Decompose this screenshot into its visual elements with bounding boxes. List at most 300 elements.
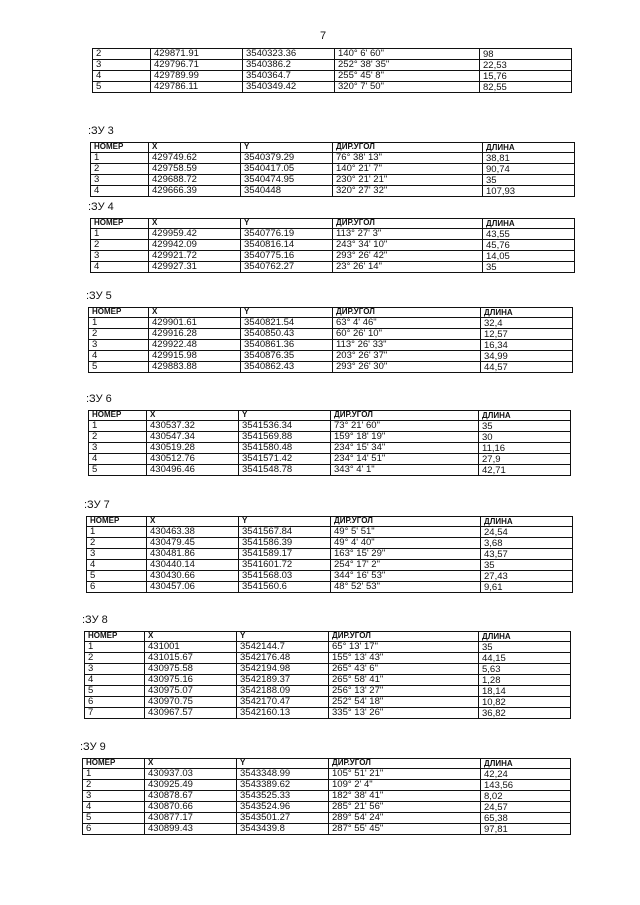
cell-y: 3543348.99	[237, 769, 329, 780]
cell-x: 429786.11	[151, 82, 243, 93]
cell-angle: 320° 7' 50"	[335, 82, 480, 93]
cell-x: 430967.57	[145, 708, 237, 719]
cell-num: 2	[93, 49, 151, 60]
cell-length: 97,81	[481, 824, 571, 835]
table-row	[91, 186, 575, 197]
cell-x: 429959.42	[149, 229, 241, 240]
section-label: :ЗУ 4	[88, 201, 114, 213]
cell-y: 3543525.33	[237, 791, 329, 802]
section-label: :ЗУ 6	[86, 393, 112, 405]
cell-length: 107,93	[483, 186, 575, 197]
table-row	[89, 362, 573, 373]
cell-num: 1	[89, 318, 149, 329]
cell-num: 3	[89, 340, 149, 351]
coordinates-table	[86, 516, 573, 593]
header-angle: ДИР.УГОЛ	[329, 759, 481, 769]
table-row	[83, 802, 571, 813]
cell-y: 3542176.48	[237, 653, 329, 664]
cell-y: 3541589.17	[239, 549, 331, 560]
table-row	[85, 653, 571, 664]
cell-x: 429688.72	[149, 175, 241, 186]
table-row	[87, 571, 573, 582]
coordinates-table	[88, 307, 573, 373]
cell-angle: 60° 26' 10"	[333, 329, 481, 340]
cell-num: 3	[91, 251, 149, 262]
cell-num: 5	[93, 82, 151, 93]
cell-x: 429883.88	[149, 362, 241, 373]
table-row	[89, 443, 571, 454]
cell-length: 5,63	[479, 664, 571, 675]
cell-length: 16,34	[481, 340, 573, 351]
cell-num: 6	[85, 697, 145, 708]
section-label: :ЗУ 9	[80, 741, 106, 753]
cell-x: 430496.46	[147, 465, 239, 476]
cell-length: 9,61	[481, 582, 573, 593]
cell-x: 430975.16	[145, 675, 237, 686]
cell-length: 22,53	[480, 60, 572, 71]
table-row	[93, 49, 572, 60]
cell-num: 7	[85, 708, 145, 719]
header-num: НОМЕР	[89, 308, 149, 318]
section-label: :ЗУ 7	[84, 499, 110, 511]
header-y: Y	[237, 759, 329, 769]
cell-angle: 49° 5' 51"	[331, 527, 481, 538]
cell-y: 3540448	[241, 186, 333, 197]
header-length: ДЛИНА	[479, 632, 571, 642]
cell-x: 431001	[145, 642, 237, 653]
cell-x: 429922.48	[149, 340, 241, 351]
header-length: ДЛИНА	[483, 143, 575, 153]
cell-num: 4	[91, 186, 149, 197]
cell-x: 430463.38	[147, 527, 239, 538]
header-y: Y	[241, 308, 333, 318]
cell-length: 10,82	[479, 697, 571, 708]
cell-angle: 344° 16' 53"	[331, 571, 481, 582]
cell-angle: 23° 26' 14"	[333, 262, 483, 273]
cell-angle: 254° 17' 2"	[331, 560, 481, 571]
cell-num: 1	[91, 229, 149, 240]
cell-num: 5	[89, 465, 147, 476]
cell-num: 2	[91, 164, 149, 175]
cell-length: 1,28	[479, 675, 571, 686]
cell-num: 4	[91, 262, 149, 273]
cell-num: 2	[87, 538, 147, 549]
cell-y: 3543501.27	[237, 813, 329, 824]
cell-x: 429901.61	[149, 318, 241, 329]
header-angle: ДИР.УГОЛ	[333, 219, 483, 229]
cell-x: 430512.76	[147, 454, 239, 465]
cell-y: 3540775.16	[241, 251, 333, 262]
coordinates-table	[90, 218, 575, 273]
table-row	[87, 560, 573, 571]
cell-y: 3542160.13	[237, 708, 329, 719]
header-angle: ДИР.УГОЛ	[331, 517, 481, 527]
table-row	[89, 329, 573, 340]
cell-angle: 182° 38' 41"	[329, 791, 481, 802]
cell-x: 430975.58	[145, 664, 237, 675]
header-num: НОМЕР	[87, 517, 147, 527]
header-x: X	[149, 308, 241, 318]
cell-x: 430537.32	[147, 421, 239, 432]
header-num: НОМЕР	[91, 143, 149, 153]
header-angle: ДИР.УГОЛ	[333, 143, 483, 153]
table-row	[85, 642, 571, 653]
table-row	[89, 421, 571, 432]
cell-length: 143,56	[481, 780, 571, 791]
cell-y: 3540776.19	[241, 229, 333, 240]
table-row	[83, 780, 571, 791]
table-header-row	[83, 759, 571, 769]
cell-y: 3540364.7	[243, 71, 335, 82]
table-row	[89, 318, 573, 329]
table-row	[85, 675, 571, 686]
cell-length: 11,16	[479, 443, 571, 454]
cell-y: 3543389.62	[237, 780, 329, 791]
cell-num: 2	[83, 780, 145, 791]
cell-length: 27,43	[481, 571, 573, 582]
cell-y: 3540862.43	[241, 362, 333, 373]
cell-length: 35	[483, 262, 575, 273]
cell-angle: 252° 54' 18"	[329, 697, 479, 708]
cell-y: 3540821.54	[241, 318, 333, 329]
cell-num: 4	[89, 454, 147, 465]
cell-length: 24,57	[481, 802, 571, 813]
cell-x: 430430.66	[147, 571, 239, 582]
cell-x: 429927.31	[149, 262, 241, 273]
header-x: X	[147, 411, 239, 421]
header-length: ДЛИНА	[481, 308, 573, 318]
cell-num: 5	[83, 813, 145, 824]
cell-num: 2	[89, 432, 147, 443]
cell-length: 90,74	[483, 164, 575, 175]
cell-length: 38,81	[483, 153, 575, 164]
cell-angle: 140° 6' 60"	[335, 49, 480, 60]
cell-length: 34,99	[481, 351, 573, 362]
cell-y: 3542189.37	[237, 675, 329, 686]
header-y: Y	[241, 219, 333, 229]
table-row	[93, 82, 572, 93]
cell-angle: 285° 21' 56"	[329, 802, 481, 813]
cell-length: 45,76	[483, 240, 575, 251]
cell-length: 36,82	[479, 708, 571, 719]
cell-length: 3,68	[481, 538, 573, 549]
cell-y: 3541601.72	[239, 560, 331, 571]
cell-length: 14,05	[483, 251, 575, 262]
cell-angle: 76° 38' 13"	[333, 153, 483, 164]
table-row	[91, 229, 575, 240]
cell-angle: 265° 43' 6"	[329, 664, 479, 675]
table-row	[85, 664, 571, 675]
cell-y: 3541560.6	[239, 582, 331, 593]
coordinates-table	[92, 48, 572, 93]
header-angle: ДИР.УГОЛ	[331, 411, 479, 421]
cell-x: 430975.07	[145, 686, 237, 697]
cell-x: 430481.86	[147, 549, 239, 560]
header-x: X	[145, 759, 237, 769]
cell-length: 27,9	[479, 454, 571, 465]
cell-num: 1	[85, 642, 145, 653]
table-row	[91, 175, 575, 186]
cell-length: 35	[479, 421, 571, 432]
section-label: :ЗУ 5	[86, 290, 112, 302]
table-row	[91, 164, 575, 175]
cell-angle: 335° 13' 26"	[329, 708, 479, 719]
cell-angle: 255° 45' 8"	[335, 71, 480, 82]
table-row	[83, 769, 571, 780]
table-row	[93, 71, 572, 82]
cell-length: 30	[479, 432, 571, 443]
cell-x: 430547.34	[147, 432, 239, 443]
table-row	[89, 432, 571, 443]
table-row	[83, 791, 571, 802]
cell-y: 3540762.27	[241, 262, 333, 273]
cell-num: 2	[89, 329, 149, 340]
cell-num: 3	[83, 791, 145, 802]
table-row	[93, 60, 572, 71]
cell-x: 429921.72	[149, 251, 241, 262]
table-row	[87, 527, 573, 538]
cell-length: 32,4	[481, 318, 573, 329]
cell-num: 2	[85, 653, 145, 664]
cell-angle: 256° 13' 27"	[329, 686, 479, 697]
coordinates-table	[82, 758, 571, 835]
table-row	[89, 340, 573, 351]
header-num: НОМЕР	[85, 632, 145, 642]
header-num: НОМЕР	[83, 759, 145, 769]
cell-y: 3541567.84	[239, 527, 331, 538]
page-number: 7	[320, 30, 327, 42]
cell-y: 3543439.8	[237, 824, 329, 835]
cell-angle: 293° 26' 42"	[333, 251, 483, 262]
section-label: :ЗУ 3	[88, 125, 114, 137]
cell-y: 3540474.95	[241, 175, 333, 186]
cell-num: 6	[83, 824, 145, 835]
cell-num: 1	[91, 153, 149, 164]
cell-length: 43,55	[483, 229, 575, 240]
cell-num: 1	[83, 769, 145, 780]
coordinates-table	[90, 142, 575, 197]
coordinates-table	[84, 631, 571, 719]
cell-length: 15,76	[480, 71, 572, 82]
table-header-row	[89, 308, 573, 318]
cell-num: 3	[91, 175, 149, 186]
header-length: ДЛИНА	[481, 759, 571, 769]
table-row	[83, 813, 571, 824]
cell-x: 429789.99	[151, 71, 243, 82]
cell-length: 82,55	[480, 82, 572, 93]
header-x: X	[149, 219, 241, 229]
cell-y: 3540417.05	[241, 164, 333, 175]
table-row	[91, 240, 575, 251]
cell-num: 5	[87, 571, 147, 582]
table-row	[89, 351, 573, 362]
cell-x: 429942.09	[149, 240, 241, 251]
cell-num: 4	[85, 675, 145, 686]
table-header-row	[89, 411, 571, 421]
header-x: X	[147, 517, 239, 527]
cell-x: 430970.75	[145, 697, 237, 708]
header-y: Y	[239, 411, 331, 421]
cell-length: 35	[483, 175, 575, 186]
table-row	[87, 549, 573, 560]
cell-x: 430899.43	[145, 824, 237, 835]
cell-num: 4	[93, 71, 151, 82]
cell-y: 3540349.42	[243, 82, 335, 93]
cell-y: 3541571.42	[239, 454, 331, 465]
cell-length: 18,14	[479, 686, 571, 697]
cell-x: 429916.28	[149, 329, 241, 340]
table-row	[89, 465, 571, 476]
cell-angle: 48° 52' 53"	[331, 582, 481, 593]
cell-length: 35	[481, 560, 573, 571]
table-header-row	[87, 517, 573, 527]
cell-angle: 320° 27' 32"	[333, 186, 483, 197]
table-row	[91, 251, 575, 262]
cell-angle: 230° 21' 21"	[333, 175, 483, 186]
cell-y: 3541580.48	[239, 443, 331, 454]
header-length: ДЛИНА	[483, 219, 575, 229]
cell-angle: 113° 27' 3"	[333, 229, 483, 240]
cell-x: 430870.66	[145, 802, 237, 813]
cell-y: 3540850.43	[241, 329, 333, 340]
cell-length: 43,57	[481, 549, 573, 560]
cell-y: 3540323.36	[243, 49, 335, 60]
cell-x: 429666.39	[149, 186, 241, 197]
cell-y: 3540861.36	[241, 340, 333, 351]
cell-angle: 113° 26' 33"	[333, 340, 481, 351]
cell-x: 430878.67	[145, 791, 237, 802]
cell-num: 4	[87, 560, 147, 571]
cell-length: 98	[480, 49, 572, 60]
cell-x: 429915.98	[149, 351, 241, 362]
cell-x: 430457.06	[147, 582, 239, 593]
cell-x: 430925.49	[145, 780, 237, 791]
cell-y: 3542194.98	[237, 664, 329, 675]
table-row	[91, 153, 575, 164]
header-angle: ДИР.УГОЛ	[329, 632, 479, 642]
cell-length: 24,54	[481, 527, 573, 538]
cell-length: 12,57	[481, 329, 573, 340]
cell-num: 1	[89, 421, 147, 432]
table-row	[85, 708, 571, 719]
header-y: Y	[239, 517, 331, 527]
cell-x: 429796.71	[151, 60, 243, 71]
cell-x: 430440.14	[147, 560, 239, 571]
cell-length: 44,57	[481, 362, 573, 373]
cell-x: 429758.59	[149, 164, 241, 175]
cell-num: 5	[85, 686, 145, 697]
cell-angle: 105° 51' 21"	[329, 769, 481, 780]
cell-y: 3542170.47	[237, 697, 329, 708]
cell-angle: 289° 54' 24"	[329, 813, 481, 824]
header-y: Y	[241, 143, 333, 153]
cell-length: 44,15	[479, 653, 571, 664]
cell-angle: 265° 58' 41"	[329, 675, 479, 686]
cell-angle: 343° 4' 1"	[331, 465, 479, 476]
header-num: НОМЕР	[89, 411, 147, 421]
cell-num: 6	[87, 582, 147, 593]
cell-length: 35	[479, 642, 571, 653]
cell-x: 429749.62	[149, 153, 241, 164]
cell-num: 4	[89, 351, 149, 362]
cell-angle: 65° 13' 17"	[329, 642, 479, 653]
cell-y: 3540816.14	[241, 240, 333, 251]
cell-angle: 49° 4' 40"	[331, 538, 481, 549]
cell-length: 42,71	[479, 465, 571, 476]
cell-y: 3541586.39	[239, 538, 331, 549]
cell-length: 8,02	[481, 791, 571, 802]
cell-length: 65,38	[481, 813, 571, 824]
header-y: Y	[237, 632, 329, 642]
cell-x: 431015.67	[145, 653, 237, 664]
cell-y: 3541569.88	[239, 432, 331, 443]
cell-y: 3543524.96	[237, 802, 329, 813]
cell-y: 3542144.7	[237, 642, 329, 653]
cell-length: 42,24	[481, 769, 571, 780]
cell-angle: 109° 2' 4"	[329, 780, 481, 791]
cell-angle: 140° 21' 7"	[333, 164, 483, 175]
cell-angle: 163° 15' 29"	[331, 549, 481, 560]
cell-x: 430877.17	[145, 813, 237, 824]
header-angle: ДИР.УГОЛ	[333, 308, 481, 318]
cell-x: 430479.45	[147, 538, 239, 549]
cell-y: 3541568.03	[239, 571, 331, 582]
cell-angle: 243° 34' 10"	[333, 240, 483, 251]
table-row	[89, 454, 571, 465]
table-header-row	[85, 632, 571, 642]
cell-num: 3	[85, 664, 145, 675]
cell-y: 3541548.78	[239, 465, 331, 476]
cell-angle: 203° 26' 37"	[333, 351, 481, 362]
table-row	[83, 824, 571, 835]
table-row	[85, 697, 571, 708]
cell-angle: 155° 13' 43"	[329, 653, 479, 664]
table-row	[87, 538, 573, 549]
cell-angle: 287° 55' 45"	[329, 824, 481, 835]
cell-num: 4	[83, 802, 145, 813]
cell-num: 3	[93, 60, 151, 71]
section-label: :ЗУ 8	[82, 614, 108, 626]
cell-x: 429871.91	[151, 49, 243, 60]
cell-num: 5	[89, 362, 149, 373]
header-num: НОМЕР	[91, 219, 149, 229]
cell-angle: 159° 18' 19"	[331, 432, 479, 443]
cell-num: 3	[89, 443, 147, 454]
coordinates-table	[88, 410, 571, 476]
cell-y: 3542188.09	[237, 686, 329, 697]
table-row	[91, 262, 575, 273]
header-x: X	[149, 143, 241, 153]
cell-angle: 63° 4' 46"	[333, 318, 481, 329]
table-row	[87, 582, 573, 593]
cell-x: 430937.03	[145, 769, 237, 780]
cell-num: 1	[87, 527, 147, 538]
cell-num: 2	[91, 240, 149, 251]
cell-y: 3540379.29	[241, 153, 333, 164]
cell-angle: 73° 21' 60"	[331, 421, 479, 432]
table-header-row	[91, 219, 575, 229]
cell-num: 3	[87, 549, 147, 560]
table-header-row	[91, 143, 575, 153]
cell-angle: 252° 38' 35"	[335, 60, 480, 71]
table-row	[85, 686, 571, 697]
cell-y: 3541536.34	[239, 421, 331, 432]
cell-y: 3540876.35	[241, 351, 333, 362]
cell-angle: 234° 14' 51"	[331, 454, 479, 465]
header-x: X	[145, 632, 237, 642]
cell-x: 430519.28	[147, 443, 239, 454]
header-length: ДЛИНА	[481, 517, 573, 527]
